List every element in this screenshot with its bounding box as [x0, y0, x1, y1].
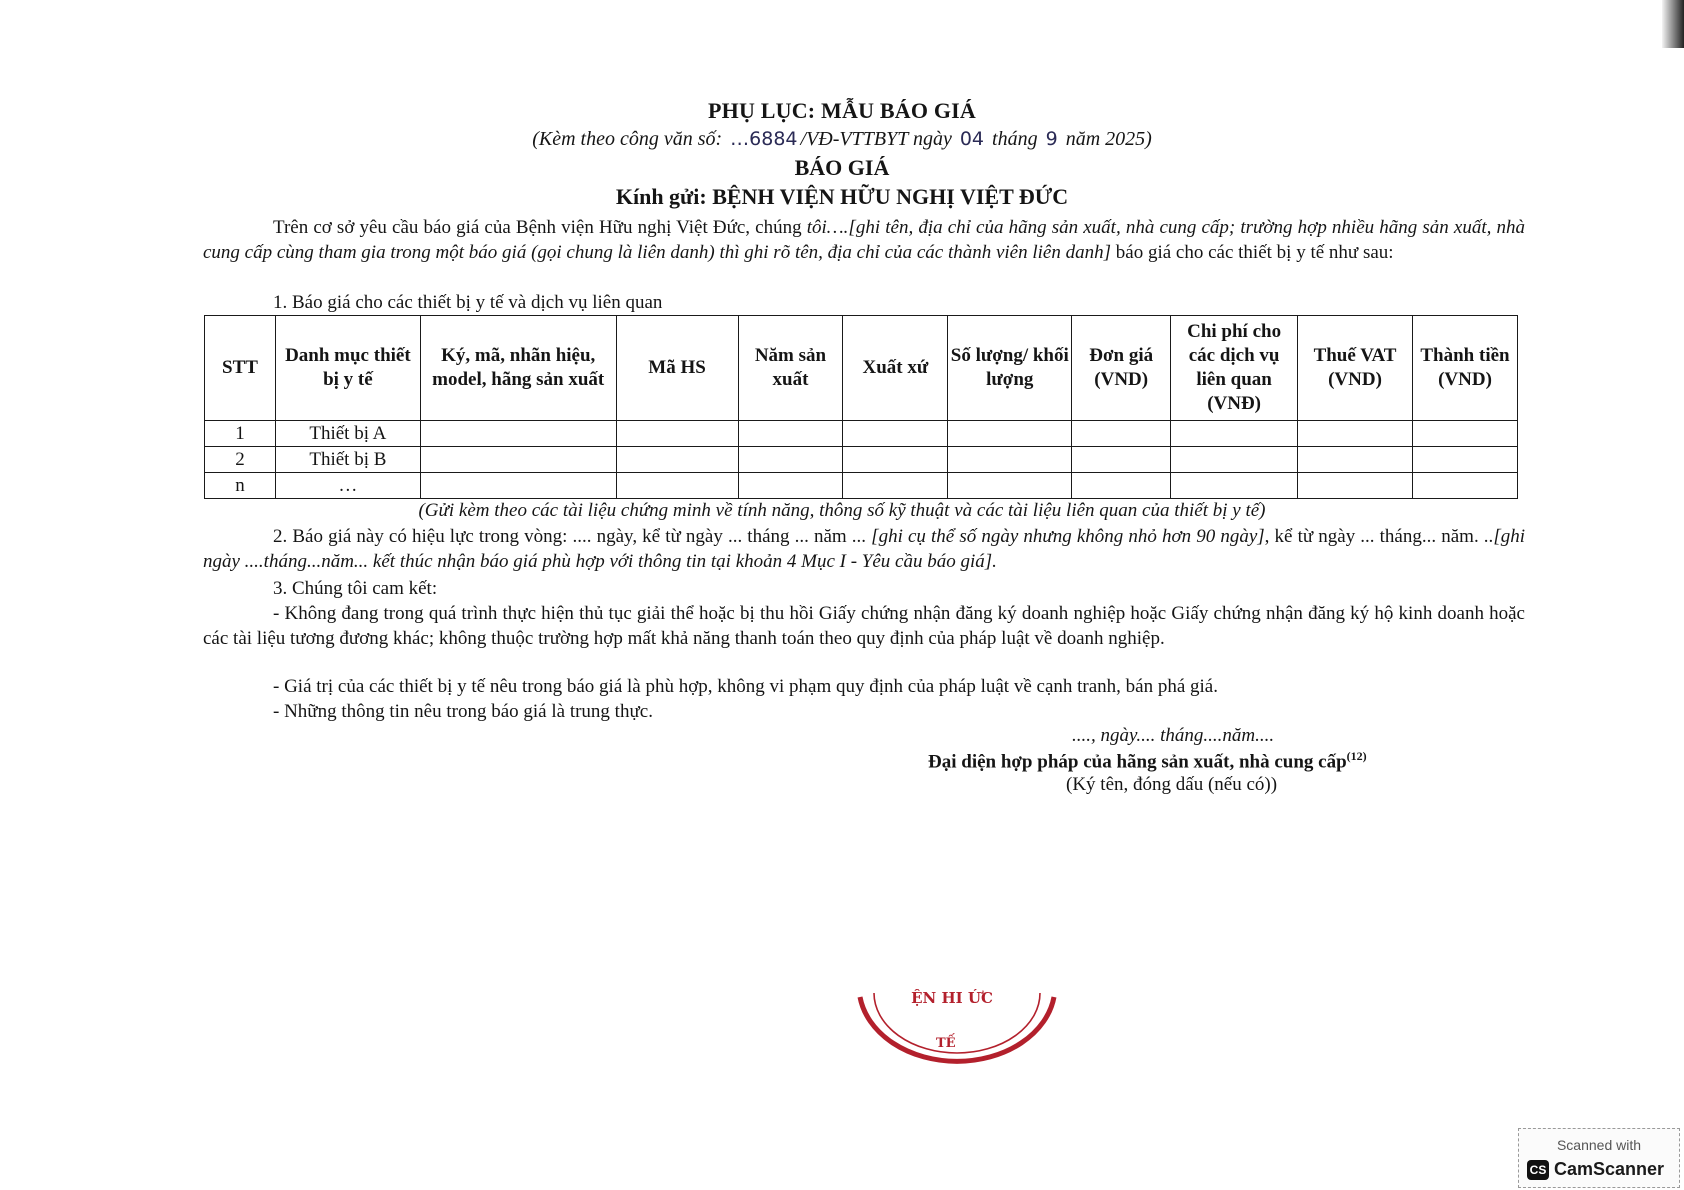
signature-footnote-ref: (12): [1346, 749, 1367, 763]
commitment-2: - Giá trị của các thiết bị y tế nêu trong báo giá là phù hợp, không vi phạm quy định của pháp luật về cạnh tranh, bán phá giá.: [273, 676, 1218, 697]
table-cell: [738, 421, 843, 447]
table-note: (Gửi kèm theo các tài liệu chứng minh về tính năng, thông số kỹ thuật và các tài liệu liên quan của thiết bị y tế): [418, 500, 1266, 521]
signature-title: [928, 749, 1367, 773]
table-row: [205, 447, 1518, 473]
table-cell: [948, 473, 1072, 499]
intro-lead: Trên cơ sở yêu cầu báo giá của Bệnh viện Hữu nghị Việt Đức, chúng: [273, 217, 807, 238]
table-cell: [738, 473, 843, 499]
stamp-text-bottom: TẾ: [936, 1036, 956, 1051]
handwritten-doc-number: …6884: [730, 128, 798, 150]
table-cell: [738, 447, 843, 473]
table-cell: [948, 421, 1072, 447]
table-row: [205, 421, 1518, 447]
section-3-heading: 3. Chúng tôi cam kết:: [273, 578, 438, 599]
commitment-3: - Những thông tin nêu trong báo giá là trung thực.: [273, 701, 653, 722]
commitment-1: - Không đang trong quá trình thực hiện thủ tục giải thể hoặc bị thu hồi Giấy chứng nhận đăng ký doanh nghiệp hoặc Giấy chứng nhận đăng ký hộ kinh doanh hoặc các tài liệu tương đương khác; không thuộc trường hợp mất khả năng thanh toán theo quy định của pháp luật về doanh nghiệp.: [203, 603, 1525, 649]
table-cell: [616, 421, 738, 447]
table-cell: Thiết bị A: [275, 421, 420, 447]
col-header-vat: Thuế VAT (VND): [1298, 316, 1413, 421]
section-2-mid: , kể từ ngày ... tháng... năm. ..: [1264, 526, 1494, 547]
subtitle-suffix: năm 2025): [1060, 128, 1152, 150]
subtitle-mid2: tháng: [987, 128, 1043, 150]
table-cell: [1171, 447, 1298, 473]
table-cell: [843, 447, 948, 473]
table-cell: [1298, 447, 1413, 473]
table-cell: [1298, 473, 1413, 499]
table-cell: …: [275, 473, 420, 499]
col-header-hs-code: Mã HS: [616, 316, 738, 421]
section-2-paragraph: [203, 525, 1525, 574]
col-header-total: Thành tiền (VND): [1412, 316, 1517, 421]
table-cell: [1072, 421, 1171, 447]
subtitle-prefix: (Kèm theo công văn số:: [532, 128, 728, 150]
signature-note: (Ký tên, đóng dấu (nếu có)): [1066, 774, 1278, 795]
camscanner-brand: CamScanner: [1554, 1159, 1665, 1179]
table-cell: [1298, 421, 1413, 447]
intro-tail: báo giá cho các thiết bị y tế như sau:: [1111, 241, 1394, 263]
section-2-lead: 2. Báo giá này có hiệu lực trong vòng: .... ngày, kể từ ngày ... tháng ... năm ...: [273, 526, 872, 547]
table-cell: [420, 447, 616, 473]
quote-heading: BÁO GIÁ: [794, 155, 890, 180]
quote-table: [204, 315, 1518, 499]
col-header-model: Ký, mã, nhãn hiệu, model, hãng sản xuất: [420, 316, 616, 421]
stamp-text-fragments: ỆN HI ỨC: [911, 989, 993, 1007]
section-2-italic-1: [ghi cụ thể số ngày nhưng không nhỏ hơn 90 ngày]: [871, 526, 1265, 547]
table-cell: 2: [205, 447, 276, 473]
recipient-line: Kính gửi: BỆNH VIỆN HỮU NGHỊ VIỆT ĐỨC: [615, 184, 1069, 209]
document-title: PHỤ LỤC: MẪU BÁO GIÁ: [708, 98, 976, 123]
table-cell: [1171, 421, 1298, 447]
table-cell: [843, 421, 948, 447]
table-cell: [1072, 473, 1171, 499]
page-corner-shadow: [1662, 0, 1684, 48]
table-cell: 1: [205, 421, 276, 447]
subtitle-mid1: /VĐ-VTTBYT ngày: [800, 128, 957, 150]
handwritten-day: 04: [959, 128, 985, 150]
table-header-row: [205, 316, 1518, 421]
col-header-service-cost: Chi phí cho các dịch vụ liên quan (VNĐ): [1171, 316, 1298, 421]
col-header-quantity: Số lượng/ khối lượng: [948, 316, 1072, 421]
col-header-origin: Xuất xứ: [843, 316, 948, 421]
table-cell: [948, 447, 1072, 473]
camscanner-caption: Scanned with: [1556, 1137, 1642, 1153]
red-seal-stamp: [852, 985, 1062, 1065]
signature-title-text: Đại diện hợp pháp của hãng sản xuất, nhà cung cấp: [928, 751, 1347, 773]
signature-date-line: ...., ngày.... tháng....năm....: [1072, 725, 1275, 746]
camscanner-logo-icon: CS: [1527, 1160, 1549, 1180]
table-cell: [420, 473, 616, 499]
table-cell: [843, 473, 948, 499]
table-cell: [1412, 447, 1517, 473]
table-cell: n: [205, 473, 276, 499]
intro-italic: tôi….[ghi tên, địa chỉ của hãng sản xuất, nhà cung cấp; trường hợp nhiều hãng sản xuất, nhà cung cấp cùng tham gia trong một báo giá (gọi chung là liên danh) thì ghi rõ tên, địa chỉ của các thành viên liên danh]: [203, 217, 1525, 263]
table-cell: [1412, 473, 1517, 499]
table-row: [205, 473, 1518, 499]
section-2-italic-2: [ghi ngày ....tháng...năm... kết thúc nhận báo giá phù hợp với thông tin tại khoản 4 Mục I - Yêu cầu báo giá].: [203, 526, 1525, 572]
intro-paragraph: [203, 216, 1525, 265]
table-cell: [616, 447, 738, 473]
col-header-unit-price: Đơn giá (VND): [1072, 316, 1171, 421]
table-cell: Thiết bị B: [275, 447, 420, 473]
table-cell: [1072, 447, 1171, 473]
col-header-stt: STT: [205, 316, 276, 421]
col-header-device-list: Danh mục thiết bị y tế: [275, 316, 420, 421]
camscanner-badge: [1518, 1128, 1680, 1188]
document-subtitle: [0, 128, 1684, 151]
table-cell: [616, 473, 738, 499]
handwritten-month: 9: [1045, 128, 1058, 150]
section-1-heading: 1. Báo giá cho các thiết bị y tế và dịch vụ liên quan: [273, 292, 663, 313]
table-cell: [420, 421, 616, 447]
col-header-year: Năm sản xuất: [738, 316, 843, 421]
table-cell: [1171, 473, 1298, 499]
table-cell: [1412, 421, 1517, 447]
